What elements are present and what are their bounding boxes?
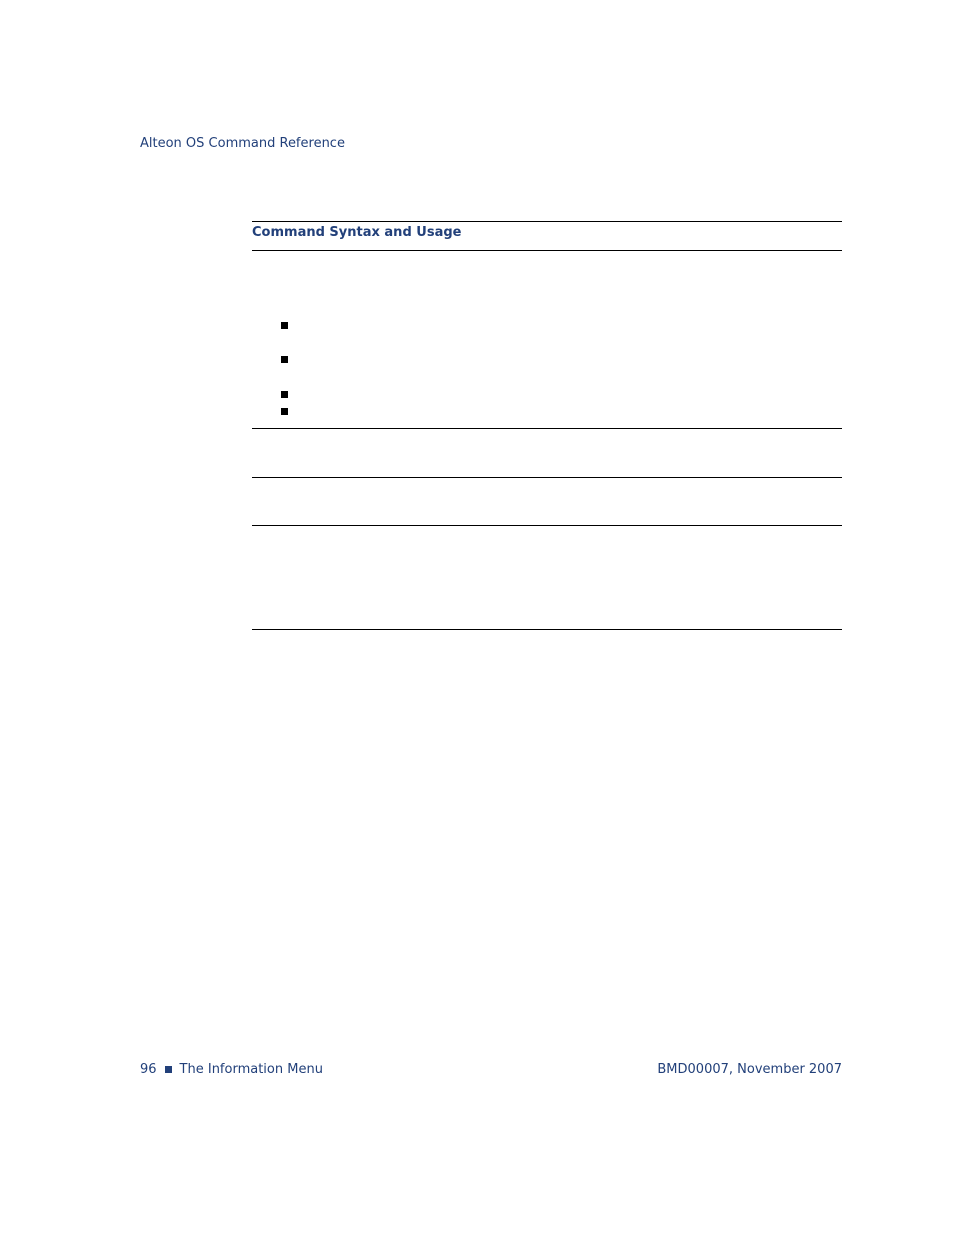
bullet-marker-2 (281, 356, 288, 363)
footer-section-title: The Information Menu (179, 1062, 323, 1077)
bullet-marker-4 (281, 408, 288, 415)
footer-document-id: BMD00007, November 2007 (657, 1062, 842, 1077)
table-bottom-rule (252, 629, 842, 630)
table-row-divider-3 (252, 525, 842, 526)
table-heading-rule (252, 250, 842, 251)
square-separator-icon (165, 1066, 172, 1073)
table-row-divider-2 (252, 477, 842, 478)
bullet-marker-1 (281, 322, 288, 329)
running-header-title: Alteon OS Command Reference (140, 136, 345, 151)
table-column-heading: Command Syntax and Usage (252, 225, 462, 240)
page-number: 96 (140, 1062, 157, 1077)
footer-left (140, 1062, 323, 1077)
table-top-rule (252, 221, 842, 222)
bullet-marker-3 (281, 391, 288, 398)
table-row-divider-1 (252, 428, 842, 429)
